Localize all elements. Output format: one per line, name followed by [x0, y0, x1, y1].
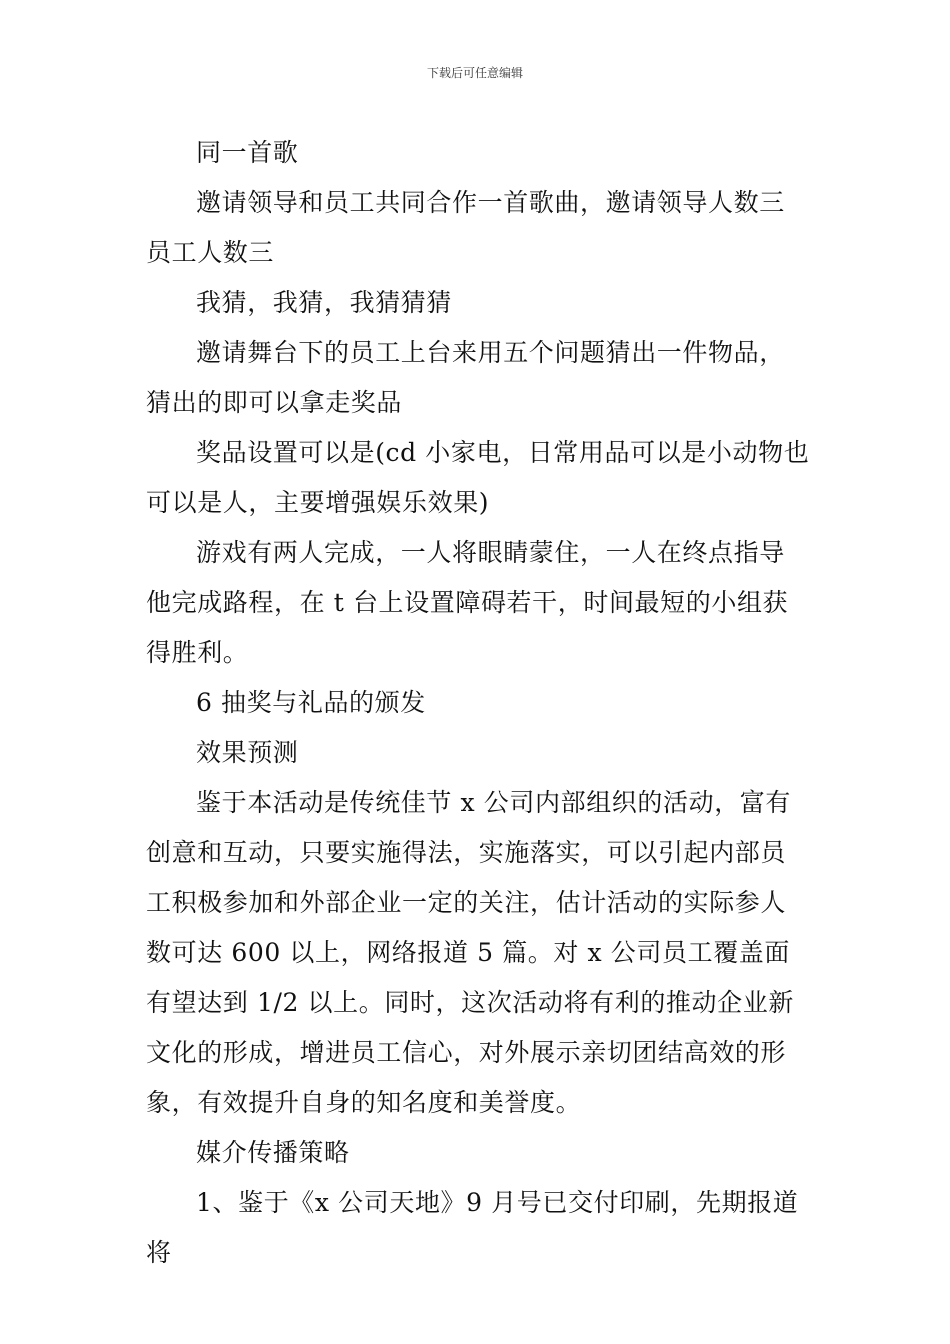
- paragraph-song-invitation: 邀请领导和员工共同合作一首歌曲，邀请领导人数三员工人数三: [146, 188, 785, 267]
- heading-lottery-gifts: 6 抽奖与礼品的颁发: [196, 688, 426, 717]
- paragraph-guessing-rules: 邀请舞台下的员工上台来用五个问题猜出一件物品，猜出的即可以拿走奖品: [146, 338, 785, 417]
- heading-media-strategy: 媒介传播策略: [196, 1138, 350, 1167]
- paragraph-media-strategy-1: 1、鉴于《x 公司天地》9 月号已交付印刷，先期报道将: [146, 1188, 799, 1267]
- document-body: [146, 128, 810, 1278]
- heading-same-song: 同一首歌: [196, 138, 299, 167]
- page-header: 下载后可任意编辑: [426, 66, 523, 80]
- paragraph-effect-forecast: 鉴于本活动是传统佳节 x 公司内部组织的活动，富有创意和互动，只要实施得法，实施落实，可以引起内部员工积极参加和外部企业一定的关注，估计活动的实际参人数可达 600 以上，网络报道 5 篇。对 x 公司员工覆盖面有望达到 1/2 以上。同时，这次活动将有利的推动企业新文化的形成，增进员工信心，对外展示亲切团结高效的形象，有效提升自身的知名度和美誉度。: [146, 788, 794, 1117]
- paragraph-blindfold-game: 游戏有两人完成，一人将眼睛蒙住，一人在终点指导他完成路程，在 t 台上设置障碍若干，时间最短的小组获得胜利。: [146, 538, 789, 667]
- heading-guessing-game: 我猜，我猜，我猜猜猜: [196, 288, 453, 317]
- heading-effect-forecast: 效果预测: [196, 738, 299, 767]
- paragraph-prize-settings: 奖品设置可以是(cd 小家电，日常用品可以是小动物也可以是人，主要增强娱乐效果): [146, 438, 810, 517]
